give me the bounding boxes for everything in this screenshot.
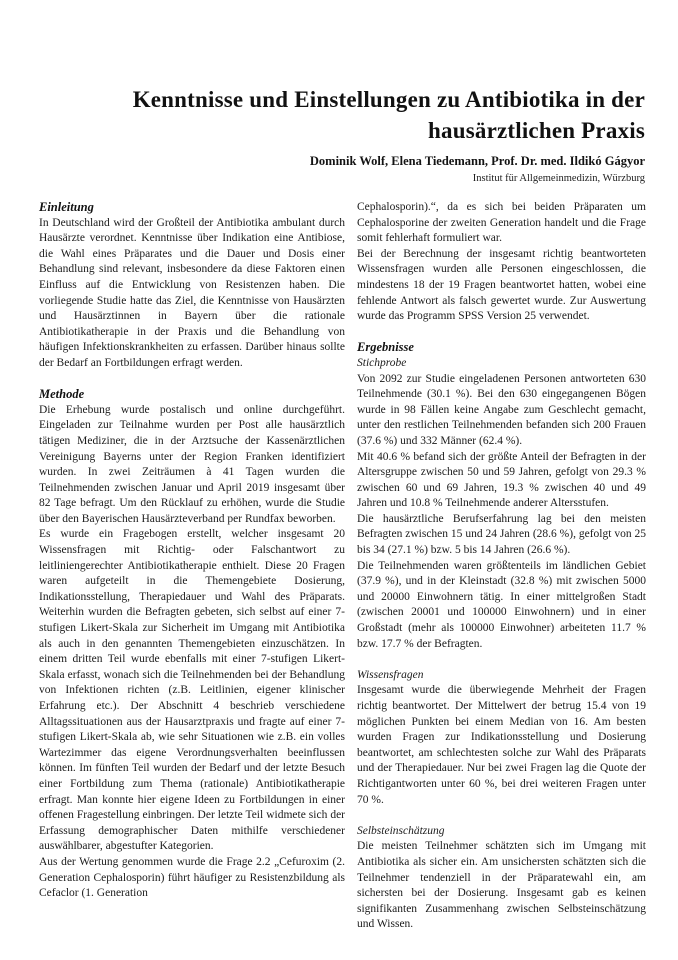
right-column: [357, 200, 646, 933]
section-heading-einleitung: Einleitung: [39, 200, 94, 214]
section-heading-ergebnisse: Ergebnisse: [357, 340, 414, 355]
methode-paragraph-1: Die Erhebung wurde postalisch und online durchgeführt. Eingeladen zur Teilnahme wurden per Post alle hausärztlich tätigen Mediziner, die in der Arztsuche der Kassenärztlichen Vereinigung Bayerns unter der Region Franken identifiziert wurden. In zwei Zeiträumen à 41 Tagen wurden die Teilnehmenden zwischen Januar und April 2019 insgesamt über 82 Tage befragt. Um den Rücklauf zu erhöhen, wurde die Studie über den Bayerischen Hausärzteverband per Rundfax beworben.: [39, 403, 345, 525]
sub-heading-wissensfragen: Wissensfragen: [357, 668, 424, 681]
title-block: [35, 84, 645, 186]
methode-paragraph-3-continuation: Cephalosporin).“, da es sich bei beiden Präparaten um Cephalosporine der zweiten Generation handelt und die Frage somit fehlerhaft formuliert war.: [357, 201, 646, 245]
paper-title-line-2: hausärztlichen Praxis: [428, 118, 645, 143]
wissensfragen-paragraph-1: Insgesamt wurde die überwiegende Mehrheit der Fragen richtig beantwortet. Der Mittelwert der betrug 15.4 von 19 möglichen Punkten bei einem Median von 16. Am besten wurden Fragen zur Indikationsstellung und Dosierung beantwortet, am schlechtesten solche zur Wahl des Präparats und der Therapiedauer. Nur bei zwei Fragen lag die Quote der Richtigantworten unter 60 %, bei drei weiteren Fragen unter 70 %.: [357, 684, 646, 806]
methode-paragraph-3: Aus der Wertung genommen wurde die Frage 2.2 „Cefuroxim (2. Generation Cephalosporin) führt häufiger zu Resistenzbildung als Cefaclor (1. Generation: [39, 855, 345, 900]
section-heading-methode: Methode: [39, 387, 85, 402]
selbsteinschaetzung-paragraph-1: Die meisten Teilnehmer schätzten sich im Umgang mit Antibiotika als sicher ein. Am unsichersten schätzten sich die Teilnehmer tendenziell in der Präparatewahl ein, am sichersten bei der Dosierung. Insgesamt gab es keinen signifikanten Zusammenhang zwischen Selbsteinschätzung und Wissen.: [357, 840, 646, 931]
methode-paragraph-2: Es wurde ein Fragebogen erstellt, welcher insgesamt 20 Wissensfragen mit Richtig- oder Falschantwort zu leitliniengerechter Antibiotikatherapie enthielt. Diese 20 Fragen waren aufgeteilt in die Themengebiete Dosierung, Indikationsstellung, Therapiedauer und Wahl des Präparats. Weiterhin wurden die Befragten gebeten, sich selbst auf einer 7-stufigen Likert-Skala zur Sicherheit im Umgang mit Antibiotika als auch in den genannten Themengebieten einzuschätzen. In einem dritten Teil wurde ebenfalls mit einer 7-stufigen Likert-Skala erfasst, wonach sich die Teilnehmenden bei der Behandlung von Infektionen richten (z.B. Leitlinien, eigener klinischer Erfahrung etc.). Der Abschnitt 4 beschrieb verschiedene Alltagssituationen aus der Hausarztpraxis und fragte auf einer 7-stufigen Likert-Skala ab, wie sehr Situationen wie z.B. ein volles Wartezimmer das eigene Verordnungsverhalten beeinflussen können. Im fünften Teil wurden der Bedarf und der letzte Besuch einer Fortbildung zum Thema (rationale) Antibiotikatherapie erfragt. Man konnte hier eigene Ideen zu Fortbildungen in einer offenen Fragestellung einbringen. Der letzte Teil widmete sich der Erfassung demographischer Daten mithilfe verschiedener auswählbarer, abgestufter Kategorien.: [39, 528, 345, 853]
stichprobe-paragraph-1: Von 2092 zur Studie eingeladenen Personen antworteten 630 Teilnehmende (30.1 %). Bei den 630 eingegangenen Bögen wurde in 98 Fällen keine Angabe zum Geschlecht gemacht, unter den restlichen Teilnehmenden befanden sich 200 Frauen (37.6 %) und 332 Männer (62.4 %).: [357, 372, 646, 447]
sub-heading-selbsteinschaetzung: Selbsteinschätzung: [357, 824, 445, 837]
stichprobe-paragraph-4: Die Teilnehmenden waren größtenteils im ländlichen Gebiet (37.9 %), und in der Kleinstadt (32.8 %) mit zwischen 5000 und 20000 Einwohnern tätig. In einer mittelgroßen Stadt (zwischen 20001 und 100000 Einwohnern) und in einer Großstadt (mehr als 100000 Einwohner) arbeiteten 11.7 % bzw. 17.7 % der Befragten.: [357, 559, 646, 650]
paper-title-line-1: Kenntnisse und Einstellungen zu Antibiotika in der: [132, 87, 645, 112]
einleitung-paragraph-1: In Deutschland wird der Großteil der Antibiotika ambulant durch Hausärzte verordnet. Kenntnisse über Indikation eine Antibiose, die Wahl eines Präparates und die Dauer und Dosis einer Behandlung sind relevant, insbesondere da diese Faktoren einen Einfluss auf die Entwicklung von Resistenzen haben. Die vorliegende Studie hatte das Ziel, die Kenntnisse von Hausärzten und Hausärztinnen in Bayern über die rationale Antibiotikatherapie in der Praxis und die Behandlung von häufigen Infektionskrankheiten zu erfassen. Darüber hinaus sollte der Bedarf an Fortbildungen erfragt werden.: [39, 216, 345, 369]
paper-authors: Dominik Wolf, Elena Tiedemann, Prof. Dr. med. Ildikó Gágyor: [309, 154, 645, 168]
paper-affiliation: Institut für Allgemeinmedizin, Würzburg: [472, 173, 645, 184]
sub-heading-stichprobe: Stichprobe: [357, 356, 407, 369]
left-column: [39, 200, 345, 902]
stichprobe-paragraph-2: Mit 40.6 % befand sich der größte Anteil der Befragten in der Altersgruppe zwischen 50 und 59 Jahren, gefolgt von 29.3 % zwischen 60 und 69 Jahren, 19.3 % zwischen 40 und 49 Jahren und 10.8 % Teilnehmende anderer Altersstufen.: [357, 450, 646, 510]
methode-paragraph-4: Bei der Berechnung der insgesamt richtig beantworteten Wissensfragen wurden alle Personen eingeschlossen, die mindestens 18 der 19 Fragen beantwortet hatten, wobei eine fehlende Antwort als falsch gewertet wurde. Zur Auswertung wurde das Programm SPSS Version 25 verwendet.: [357, 247, 646, 323]
stichprobe-paragraph-3: Die hausärztliche Berufserfahrung lag bei den meisten Befragten zwischen 15 und 24 Jahren (28.6 %), gefolgt von 25 bis 34 (27.1 %) bzw. 5 bis 14 Jahren (26.6 %).: [357, 512, 646, 557]
